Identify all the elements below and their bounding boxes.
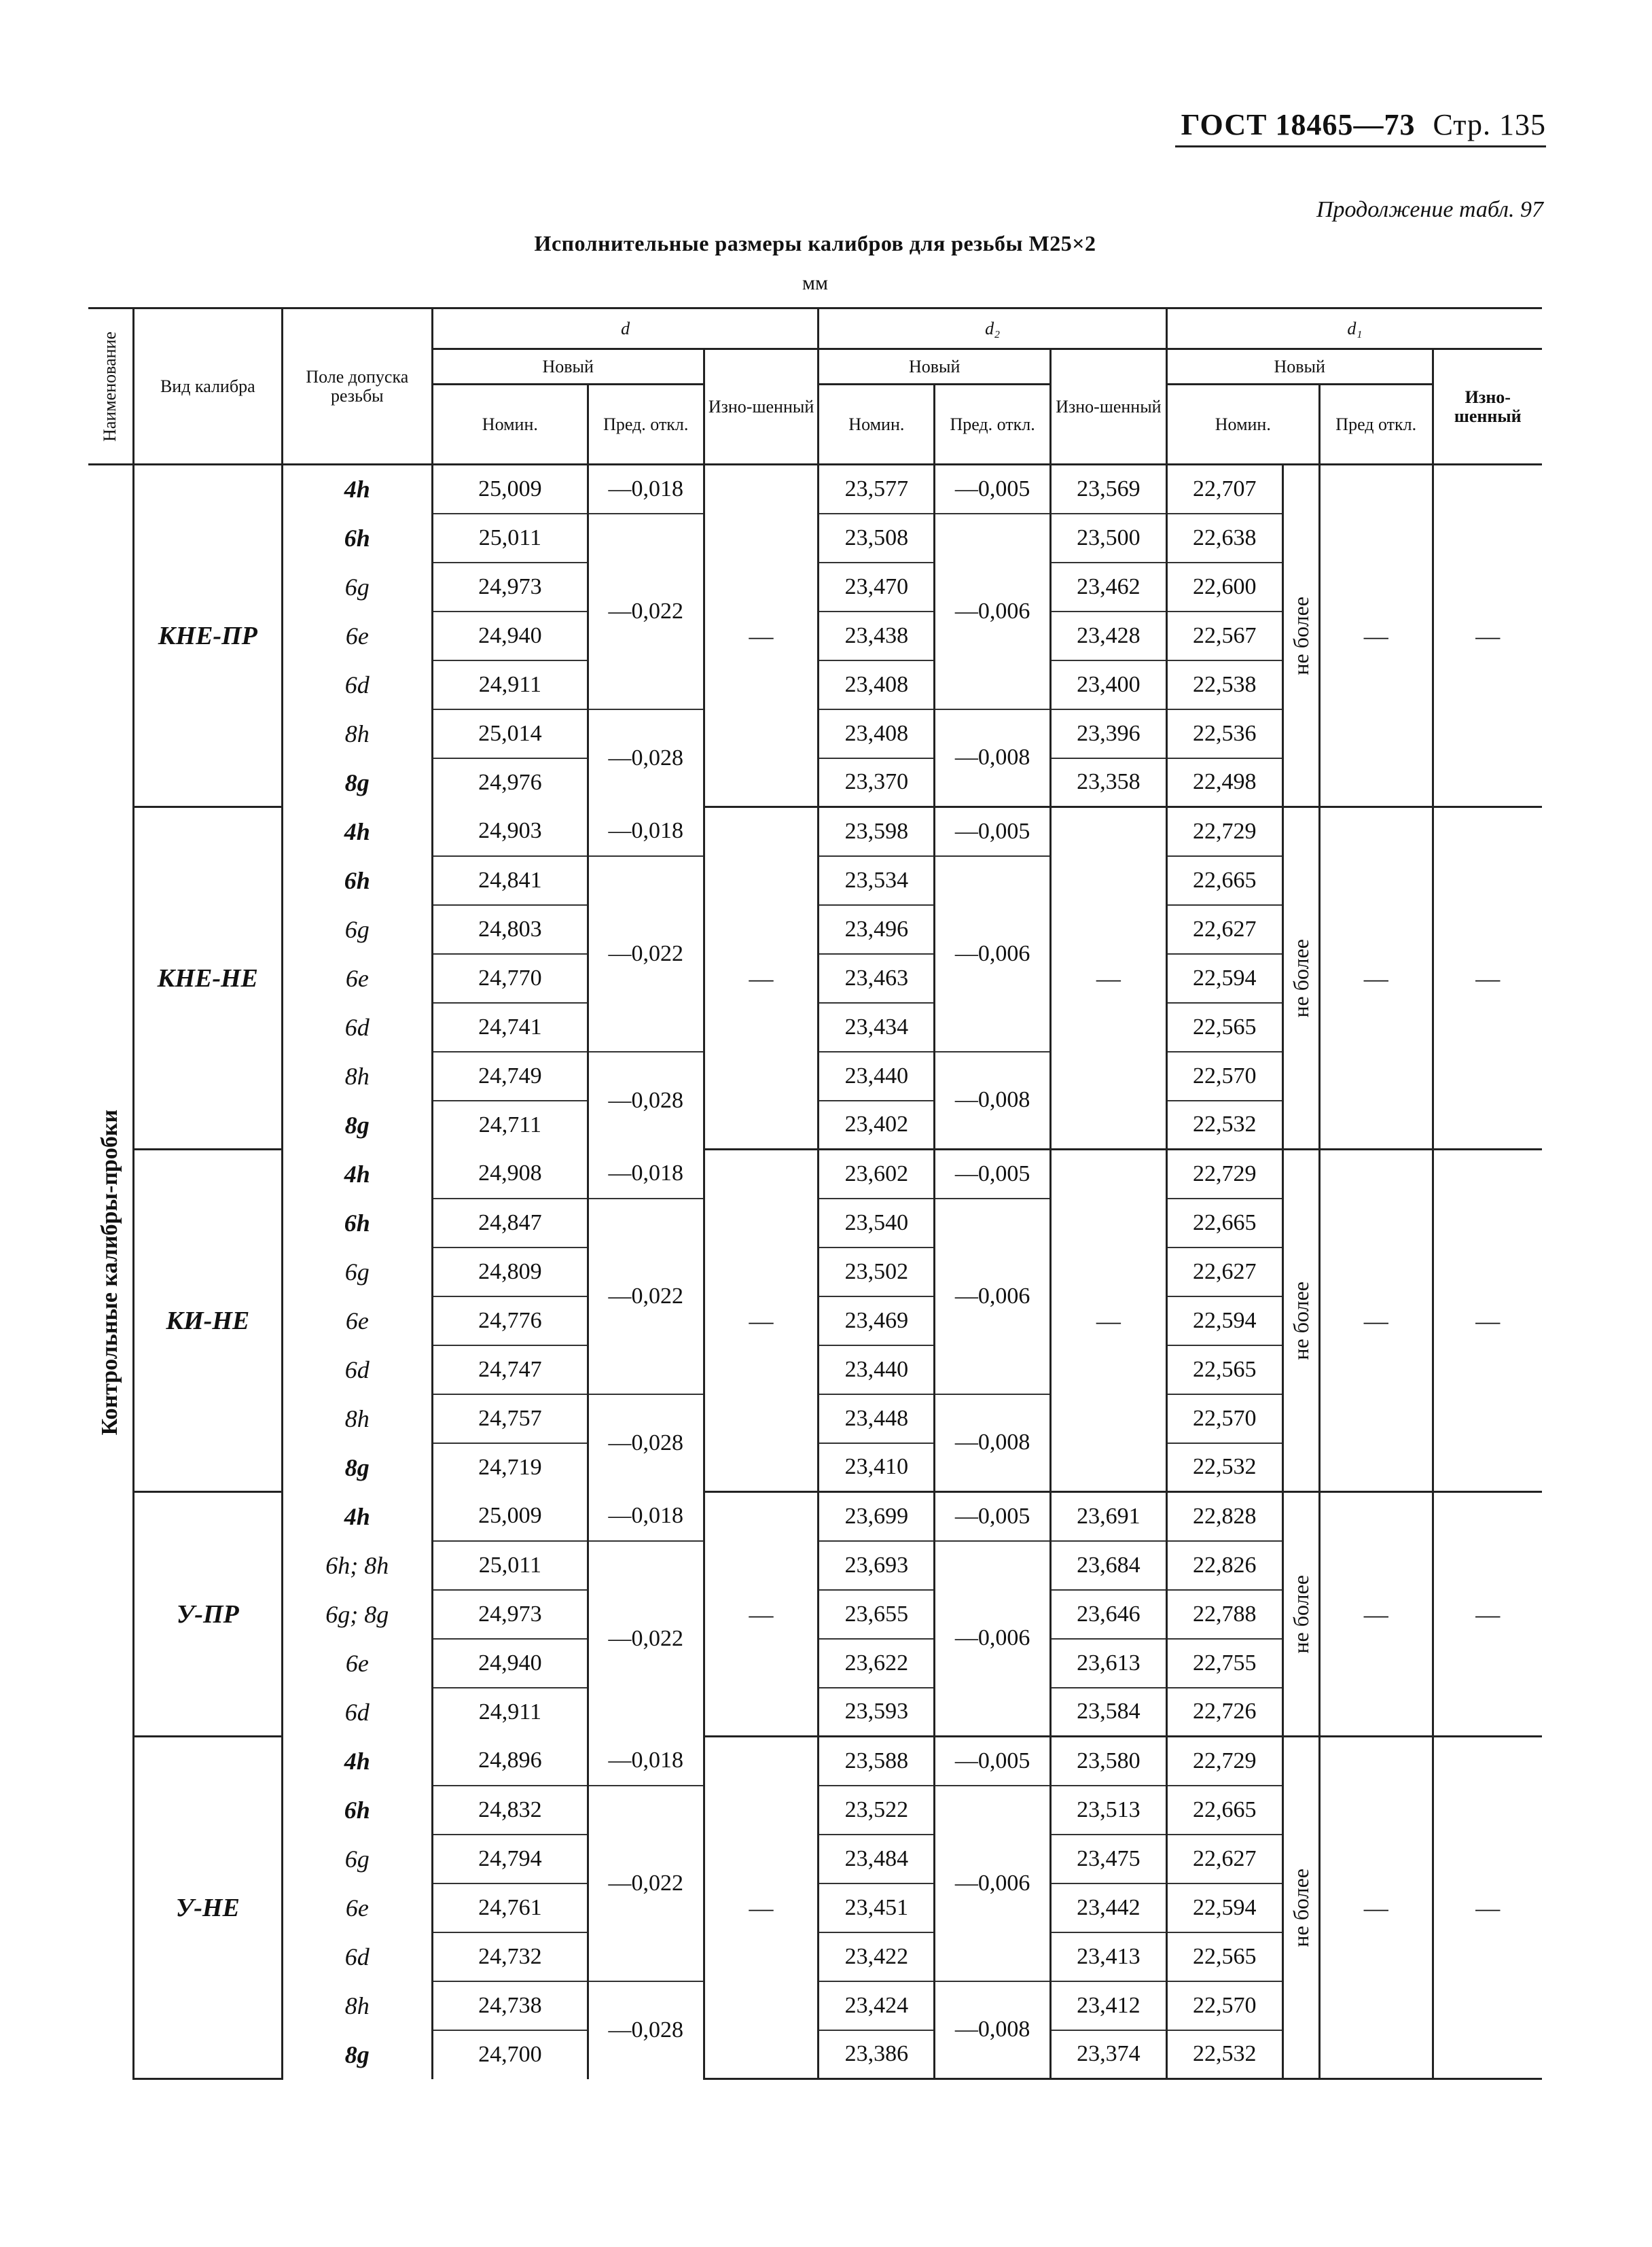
d-nominal-cell: 24,776	[432, 1296, 588, 1345]
tolerance-field-cell: 8h	[282, 1394, 432, 1443]
d2-worn-cell: 23,500	[1051, 514, 1167, 563]
d1-nominal-cell: 22,565	[1166, 1932, 1282, 1981]
d-nominal-cell: 24,841	[432, 856, 588, 905]
d2-nominal-cell: 23,496	[819, 905, 935, 954]
d2-worn-cell: 23,396	[1051, 709, 1167, 758]
d2-deviation-cell: —0,008	[935, 1052, 1051, 1150]
col-d-header: d	[432, 308, 819, 349]
d-worn-cell: —	[704, 465, 819, 807]
tolerance-field-cell: 6d	[282, 660, 432, 709]
col-d1-header: d₁	[1166, 308, 1542, 349]
tolerance-field-cell: 4h	[282, 465, 432, 514]
table-row	[88, 1737, 1542, 1786]
col-d2-header: d₂	[819, 308, 1166, 349]
d2-deviation-cell: —0,005	[935, 807, 1051, 856]
d-deviation-cell: —0,018	[588, 807, 704, 856]
tolerance-field-cell: 6h	[282, 1199, 432, 1248]
tolerance-field-cell: 4h	[282, 807, 432, 856]
d-deviation-cell: —0,018	[588, 465, 704, 514]
d-deviation-cell: —0,022	[588, 514, 704, 709]
units-label: мм	[802, 272, 828, 294]
d2-worn-cell: 23,569	[1051, 465, 1167, 514]
d2-nominal-cell: 23,577	[819, 465, 935, 514]
d2-worn-cell: 23,413	[1051, 1932, 1167, 1981]
d2-nominal-cell: 23,502	[819, 1248, 935, 1296]
d1-new-header: Новый	[1166, 349, 1433, 385]
d1-nominal-cell: 22,627	[1166, 1835, 1282, 1883]
d-nominal-cell: 24,700	[432, 2030, 588, 2079]
d1-nominal-cell: 22,755	[1166, 1639, 1282, 1688]
d-new-header: Новый	[432, 349, 704, 385]
d2-deviation-header: Пред. откл.	[935, 385, 1051, 465]
d1-nominal-cell: 22,600	[1166, 563, 1282, 612]
d-worn-cell: —	[704, 807, 819, 1150]
d2-nominal-cell: 23,655	[819, 1590, 935, 1639]
d1-deviation-cell: —	[1319, 465, 1433, 807]
d2-nominal-cell: 23,534	[819, 856, 935, 905]
gauge-type-cell: КНЕ-НЕ	[133, 807, 282, 1150]
d2-nominal-cell: 23,370	[819, 758, 935, 807]
not-more-cell	[1282, 1737, 1319, 2079]
d2-nominal-cell: 23,588	[819, 1737, 935, 1786]
tolerance-field-cell: 8g	[282, 758, 432, 807]
d-nominal-cell: 24,847	[432, 1199, 588, 1248]
d1-nominal-cell: 22,570	[1166, 1052, 1282, 1101]
d1-nominal-cell: 22,565	[1166, 1345, 1282, 1394]
d1-deviation-cell: —	[1319, 1150, 1433, 1492]
tolerance-field-cell: 6e	[282, 1883, 432, 1932]
d-deviation-cell: —0,022	[588, 1786, 704, 1981]
tolerance-field-cell: 6h; 8h	[282, 1541, 432, 1590]
continuation-label: Продолжение табл. 97	[1316, 197, 1543, 222]
side-label: Контрольные калибры-пробки	[97, 1109, 123, 1435]
not-more-cell	[1282, 807, 1319, 1150]
d2-nominal-cell: 23,434	[819, 1003, 935, 1052]
d-nominal-cell: 24,973	[432, 1590, 588, 1639]
d-nominal-cell: 24,770	[432, 954, 588, 1003]
d-nominal-cell: 24,747	[432, 1345, 588, 1394]
tolerance-field-cell: 6d	[282, 1345, 432, 1394]
d2-worn-header: Изно-шенный	[1051, 349, 1167, 465]
not-more-label: не более	[1288, 1574, 1313, 1654]
d1-deviation-cell: —	[1319, 1737, 1433, 2079]
d2-nominal-cell: 23,386	[819, 2030, 935, 2079]
d-nominal-header: Номин.	[432, 385, 588, 465]
d2-deviation-cell: —0,006	[935, 1199, 1051, 1394]
d1-worn-cell: —	[1433, 807, 1542, 1150]
d2-deviation-cell: —0,006	[935, 1541, 1051, 1737]
d-worn-header: Изно-шенный	[704, 349, 819, 465]
col-tolerance-header: Поле допуска резьбы	[282, 308, 432, 465]
d1-nominal-header: Номин.	[1166, 385, 1319, 465]
tolerance-field-cell: 6h	[282, 1786, 432, 1835]
not-more-label: не более	[1288, 596, 1313, 675]
d1-worn-cell: —	[1433, 1492, 1542, 1737]
tolerance-field-cell: 6e	[282, 612, 432, 660]
d1-deviation-cell: —	[1319, 807, 1433, 1150]
d-worn-cell: —	[704, 1150, 819, 1492]
d-deviation-cell: —0,028	[588, 1981, 704, 2079]
d-nominal-cell: 25,011	[432, 514, 588, 563]
d1-nominal-cell: 22,729	[1166, 807, 1282, 856]
tolerance-field-cell: 4h	[282, 1737, 432, 1786]
d1-nominal-cell: 22,729	[1166, 1737, 1282, 1786]
not-more-cell	[1282, 1492, 1319, 1737]
gauge-type-cell: У-НЕ	[133, 1737, 282, 2079]
d-deviation-cell: —0,022	[588, 1541, 704, 1737]
d1-nominal-cell: 22,729	[1166, 1150, 1282, 1199]
d2-nominal-cell: 23,598	[819, 807, 935, 856]
d2-deviation-cell: —0,006	[935, 1786, 1051, 1981]
d2-deviation-cell: —0,005	[935, 1150, 1051, 1199]
d2-worn-cell: 23,691	[1051, 1492, 1167, 1541]
d-deviation-cell: —0,022	[588, 1199, 704, 1394]
d-nominal-cell: 24,711	[432, 1101, 588, 1150]
d1-worn-cell: —	[1433, 1150, 1542, 1492]
d1-nominal-cell: 22,828	[1166, 1492, 1282, 1541]
d1-nominal-cell: 22,532	[1166, 2030, 1282, 2079]
tolerance-field-cell: 6g	[282, 1835, 432, 1883]
d1-worn-cell: —	[1433, 1737, 1542, 2079]
table-caption: Исполнительные размеры калибров для резьбы М25×2	[534, 231, 1096, 255]
d2-deviation-cell: —0,005	[935, 1737, 1051, 1786]
d-nominal-cell: 24,940	[432, 1639, 588, 1688]
d2-worn-cell: 23,646	[1051, 1590, 1167, 1639]
d2-nominal-cell: 23,424	[819, 1981, 935, 2030]
page-header	[951, 107, 1546, 142]
d-nominal-cell: 24,749	[432, 1052, 588, 1101]
d2-worn-cell: 23,475	[1051, 1835, 1167, 1883]
tolerance-field-cell: 6h	[282, 514, 432, 563]
d1-nominal-cell: 22,665	[1166, 856, 1282, 905]
not-more-cell	[1282, 1150, 1319, 1492]
d2-nominal-cell: 23,440	[819, 1345, 935, 1394]
tolerance-field-cell: 6d	[282, 1003, 432, 1052]
d1-nominal-cell: 22,665	[1166, 1786, 1282, 1835]
d2-worn-cell: —	[1051, 1150, 1167, 1492]
d1-nominal-cell: 22,570	[1166, 1394, 1282, 1443]
d-nominal-cell: 24,757	[432, 1394, 588, 1443]
d1-nominal-cell: 22,788	[1166, 1590, 1282, 1639]
d1-nominal-cell: 22,627	[1166, 905, 1282, 954]
d2-nominal-cell: 23,410	[819, 1443, 935, 1492]
d2-deviation-cell: —0,005	[935, 1492, 1051, 1541]
d-nominal-cell: 25,009	[432, 465, 588, 514]
not-more-cell	[1282, 465, 1319, 807]
d2-nominal-cell: 23,602	[819, 1150, 935, 1199]
tolerance-field-cell: 6h	[282, 856, 432, 905]
d-nominal-cell: 24,940	[432, 612, 588, 660]
d1-nominal-cell: 22,638	[1166, 514, 1282, 563]
d2-deviation-cell: —0,005	[935, 465, 1051, 514]
d-nominal-cell: 24,761	[432, 1883, 588, 1932]
d-nominal-cell: 24,803	[432, 905, 588, 954]
d2-worn-cell: 23,428	[1051, 612, 1167, 660]
tolerance-field-cell: 6d	[282, 1688, 432, 1737]
d2-worn-cell: 23,580	[1051, 1737, 1167, 1786]
d1-deviation-header: Пред откл.	[1319, 385, 1433, 465]
tolerance-field-cell: 6e	[282, 954, 432, 1003]
d2-worn-cell: 23,400	[1051, 660, 1167, 709]
d-nominal-cell: 24,832	[432, 1786, 588, 1835]
table-row	[88, 465, 1542, 514]
d1-nominal-cell: 22,536	[1166, 709, 1282, 758]
d-worn-cell: —	[704, 1492, 819, 1737]
tolerance-field-cell: 6g	[282, 563, 432, 612]
d-deviation-cell: —0,022	[588, 856, 704, 1052]
side-label-cell	[88, 465, 133, 2079]
tolerance-field-cell: 8g	[282, 1101, 432, 1150]
d2-worn-cell: 23,684	[1051, 1541, 1167, 1590]
tolerance-field-cell: 6g	[282, 1248, 432, 1296]
d2-nominal-cell: 23,438	[819, 612, 935, 660]
d2-nominal-header: Номин.	[819, 385, 935, 465]
d-nominal-cell: 24,794	[432, 1835, 588, 1883]
d-deviation-header: Пред. откл.	[588, 385, 704, 465]
d2-deviation-cell: —0,008	[935, 709, 1051, 807]
d2-worn-cell: 23,584	[1051, 1688, 1167, 1737]
tolerance-field-cell: 8h	[282, 709, 432, 758]
tolerance-field-cell: 6e	[282, 1639, 432, 1688]
d1-nominal-cell: 22,665	[1166, 1199, 1282, 1248]
d2-nominal-cell: 23,593	[819, 1688, 935, 1737]
tolerance-field-cell: 4h	[282, 1150, 432, 1199]
tolerance-field-cell: 6d	[282, 1932, 432, 1981]
d2-worn-cell: 23,374	[1051, 2030, 1167, 2079]
not-more-label: не более	[1288, 1868, 1313, 1947]
standard-number: ГОСТ 18465—73	[1181, 108, 1416, 141]
tolerance-field-cell: 4h	[282, 1492, 432, 1541]
d2-nominal-cell: 23,440	[819, 1052, 935, 1101]
d2-nominal-cell: 23,508	[819, 514, 935, 563]
d2-deviation-cell: —0,006	[935, 514, 1051, 709]
d-nominal-cell: 24,738	[432, 1981, 588, 2030]
d1-nominal-cell: 22,532	[1166, 1443, 1282, 1492]
gauge-type-cell: У-ПР	[133, 1492, 282, 1737]
d1-worn-header: Изно-шенный	[1433, 349, 1542, 465]
d1-nominal-cell: 22,498	[1166, 758, 1282, 807]
d2-worn-cell: 23,358	[1051, 758, 1167, 807]
d2-nominal-cell: 23,408	[819, 660, 935, 709]
d1-nominal-cell: 22,538	[1166, 660, 1282, 709]
d2-worn-cell: —	[1051, 807, 1167, 1150]
col-gauge-type-header: Вид калибра	[133, 308, 282, 465]
d2-nominal-cell: 23,693	[819, 1541, 935, 1590]
d-nominal-cell: 24,732	[432, 1932, 588, 1981]
d-nominal-cell: 24,903	[432, 807, 588, 856]
d-nominal-cell: 24,911	[432, 1688, 588, 1737]
d1-nominal-cell: 22,570	[1166, 1981, 1282, 2030]
d-deviation-cell: —0,028	[588, 1394, 704, 1492]
gauge-table	[88, 307, 1542, 2080]
tolerance-field-cell: 6e	[282, 1296, 432, 1345]
d2-worn-cell: 23,613	[1051, 1639, 1167, 1688]
d-deviation-cell: —0,018	[588, 1150, 704, 1199]
d-deviation-cell: —0,028	[588, 1052, 704, 1150]
gauge-type-cell: КНЕ-ПР	[133, 465, 282, 807]
table-row	[88, 1492, 1542, 1541]
gauge-type-cell: КИ-НЕ	[133, 1150, 282, 1492]
tolerance-field-cell: 8h	[282, 1981, 432, 2030]
d1-nominal-cell: 22,594	[1166, 1296, 1282, 1345]
tolerance-field-cell: 6g	[282, 905, 432, 954]
header-rule	[1175, 145, 1546, 147]
d2-worn-cell: 23,442	[1051, 1883, 1167, 1932]
d2-nominal-cell: 23,422	[819, 1932, 935, 1981]
d1-nominal-cell: 22,565	[1166, 1003, 1282, 1052]
d-nominal-cell: 24,973	[432, 563, 588, 612]
d-nominal-cell: 24,911	[432, 660, 588, 709]
d2-deviation-cell: —0,006	[935, 856, 1051, 1052]
d1-nominal-cell: 22,826	[1166, 1541, 1282, 1590]
d2-nominal-cell: 23,484	[819, 1835, 935, 1883]
table-row	[88, 1150, 1542, 1199]
d1-nominal-cell: 22,594	[1166, 1883, 1282, 1932]
col-name-header	[88, 308, 133, 465]
table-body	[88, 465, 1542, 2079]
d1-deviation-cell: —	[1319, 1492, 1433, 1737]
tolerance-field-cell: 8g	[282, 1443, 432, 1492]
d1-nominal-cell: 22,532	[1166, 1101, 1282, 1150]
d-nominal-cell: 24,976	[432, 758, 588, 807]
d-nominal-cell: 25,011	[432, 1541, 588, 1590]
d1-nominal-cell: 22,594	[1166, 954, 1282, 1003]
d2-nominal-cell: 23,448	[819, 1394, 935, 1443]
page-number: Стр. 135	[1433, 108, 1546, 141]
d2-nominal-cell: 23,540	[819, 1199, 935, 1248]
d2-nominal-cell: 23,622	[819, 1639, 935, 1688]
d-nominal-cell: 25,009	[432, 1492, 588, 1541]
d1-nominal-cell: 22,627	[1166, 1248, 1282, 1296]
d-nominal-cell: 24,741	[432, 1003, 588, 1052]
tolerance-field-cell: 6g; 8g	[282, 1590, 432, 1639]
d1-worn-cell: —	[1433, 465, 1542, 807]
d-deviation-cell: —0,028	[588, 709, 704, 807]
d2-nominal-cell: 23,469	[819, 1296, 935, 1345]
tolerance-field-cell: 8g	[282, 2030, 432, 2079]
d-nominal-cell: 24,809	[432, 1248, 588, 1296]
d2-new-header: Новый	[819, 349, 1051, 385]
d2-nominal-cell: 23,470	[819, 563, 935, 612]
d2-nominal-cell: 23,402	[819, 1101, 935, 1150]
col-name-text: Наименование	[100, 331, 120, 442]
d2-worn-cell: 23,513	[1051, 1786, 1167, 1835]
d-nominal-cell: 24,908	[432, 1150, 588, 1199]
not-more-label: не более	[1288, 1281, 1313, 1360]
d2-nominal-cell: 23,463	[819, 954, 935, 1003]
d-nominal-cell: 25,014	[432, 709, 588, 758]
d2-deviation-cell: —0,008	[935, 1981, 1051, 2079]
d-nominal-cell: 24,896	[432, 1737, 588, 1786]
d2-worn-cell: 23,462	[1051, 563, 1167, 612]
d1-nominal-cell: 22,567	[1166, 612, 1282, 660]
d1-nominal-cell: 22,726	[1166, 1688, 1282, 1737]
not-more-label: не более	[1288, 938, 1313, 1018]
d2-deviation-cell: —0,008	[935, 1394, 1051, 1492]
d-worn-cell: —	[704, 1737, 819, 2079]
d-deviation-cell: —0,018	[588, 1737, 704, 1786]
d1-nominal-cell: 22,707	[1166, 465, 1282, 514]
d-nominal-cell: 24,719	[432, 1443, 588, 1492]
d2-nominal-cell: 23,408	[819, 709, 935, 758]
d2-nominal-cell: 23,699	[819, 1492, 935, 1541]
d2-nominal-cell: 23,451	[819, 1883, 935, 1932]
d-deviation-cell: —0,018	[588, 1492, 704, 1541]
d2-worn-cell: 23,412	[1051, 1981, 1167, 2030]
tolerance-field-cell: 8h	[282, 1052, 432, 1101]
d2-nominal-cell: 23,522	[819, 1786, 935, 1835]
table-row	[88, 807, 1542, 856]
